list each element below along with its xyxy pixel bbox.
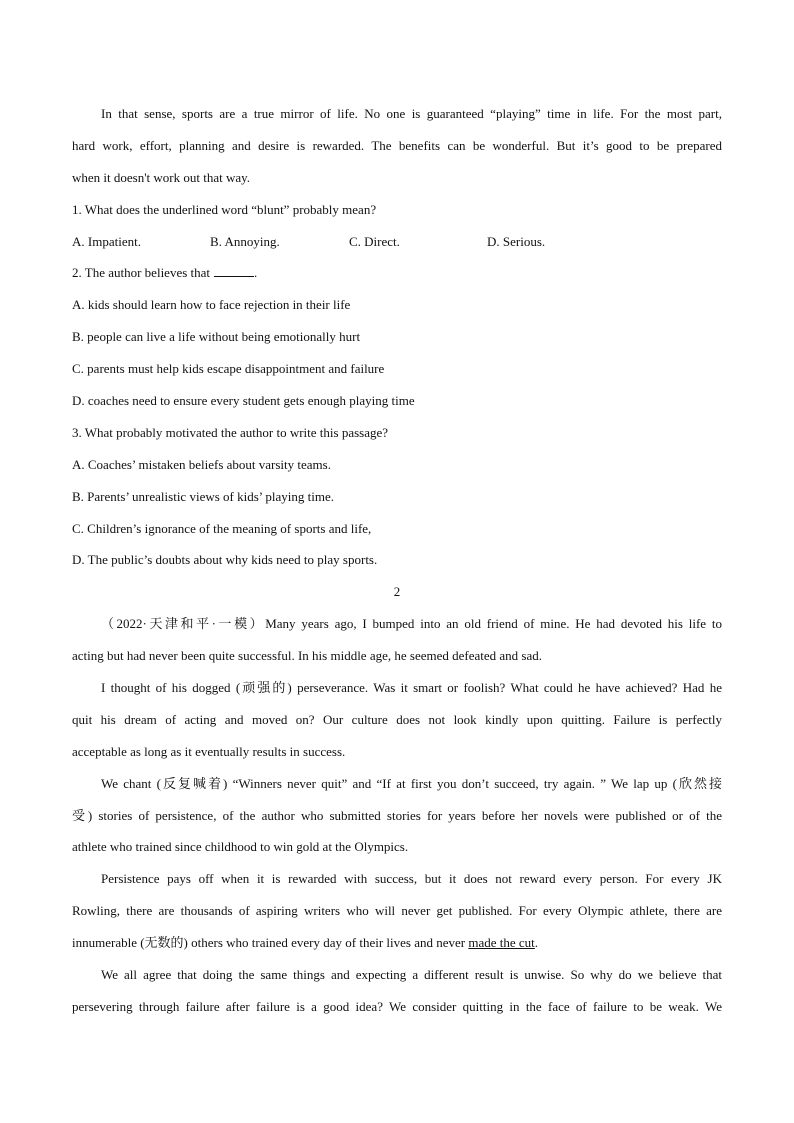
passage2-line: （2022·天津和平·一模）Many years ago, I bumped into an old friend of mine. He had devoted his life to (101, 616, 722, 632)
passage2-line: athlete who trained since childhood to win gold at the Olympics. (72, 839, 409, 855)
passage2-line: We chant (反复喊着) “Winners never quit” and “If at first you don’t succeed, try again. ” We lap up (欣然接 (101, 775, 722, 791)
underlined-phrase: made the cut (468, 935, 535, 951)
passage2-line (72, 927, 722, 959)
passage2-line: quit his dream of acting and moved on? Our culture does not look kindly upon quitting. Failure is perfectly (72, 711, 722, 727)
option-b: B. Annoying. (210, 233, 280, 249)
option-b: B. people can live a life without being emotionally hurt (72, 329, 361, 345)
option-d: D. coaches need to ensure every student gets enough playing time (72, 393, 415, 409)
option-a: A. Impatient. (72, 233, 141, 249)
passage2-text: . (534, 935, 539, 951)
passage1-line: when it doesn't work out that way. (72, 169, 251, 185)
passage1-line: hard work, effort, planning and desire is rewarded. The benefits can be wonderful. But it’s good to be prepared (72, 137, 722, 153)
option-b: B. Parents’ unrealistic views of kids’ playing time. (72, 488, 334, 504)
option-a: A. Coaches’ mistaken beliefs about varsity teams. (72, 456, 331, 472)
section-number: 2 (393, 584, 401, 600)
option-a: A. kids should learn how to face rejection in their life (72, 297, 351, 313)
passage2-line: acceptable as long as it eventually results in success. (72, 743, 346, 759)
passage2-line: 受) stories of persistence, of the author who submitted stories for years before her novels were published or of the (72, 807, 722, 823)
answer-blank (214, 265, 254, 277)
question-1-options (72, 226, 722, 258)
passage2-line: I thought of his dogged (顽强的) perseverance. Was it smart or foolish? What could he have achieved? Had he (101, 680, 722, 696)
question-2-stem-text: 2. The author believes that (72, 265, 211, 281)
passage2-line: Rowling, there are thousands of aspiring writers who will never get published. For every Olympic athlete, there are (72, 903, 722, 919)
passage1-line: In that sense, sports are a true mirror of life. No one is guaranteed “playing” time in life. For the most part, (101, 106, 722, 121)
passage2-text: innumerable (无数的) others who trained every day of their lives and never (72, 935, 469, 951)
question-2-stem (72, 257, 722, 289)
document-page (72, 98, 722, 1023)
passage2-line: persevering through failure after failure is a good idea? We consider quitting in the face of failure to be weak. We (72, 998, 722, 1014)
passage2-line: Persistence pays off when it is rewarded with success, but it does not reward every person. For every JK (101, 871, 722, 887)
option-c: C. parents must help kids escape disappointment and failure (72, 361, 385, 377)
question-3-stem: 3. What probably motivated the author to write this passage? (72, 424, 389, 440)
passage2-line: We all agree that doing the same things and expecting a different result is unwise. So why do we believe that (101, 967, 722, 983)
option-c: C. Direct. (349, 233, 400, 249)
passage2-line: acting but had never been quite successful. In his middle age, he seemed defeated and sad. (72, 648, 542, 664)
option-c: C. Children’s ignorance of the meaning of sports and life, (72, 520, 372, 536)
option-d: D. The public’s doubts about why kids need to play sports. (72, 552, 378, 568)
question-2-stem-end: . (254, 265, 258, 281)
option-d: D. Serious. (487, 233, 546, 249)
question-1-stem: 1. What does the underlined word “blunt” probably mean? (72, 201, 377, 217)
